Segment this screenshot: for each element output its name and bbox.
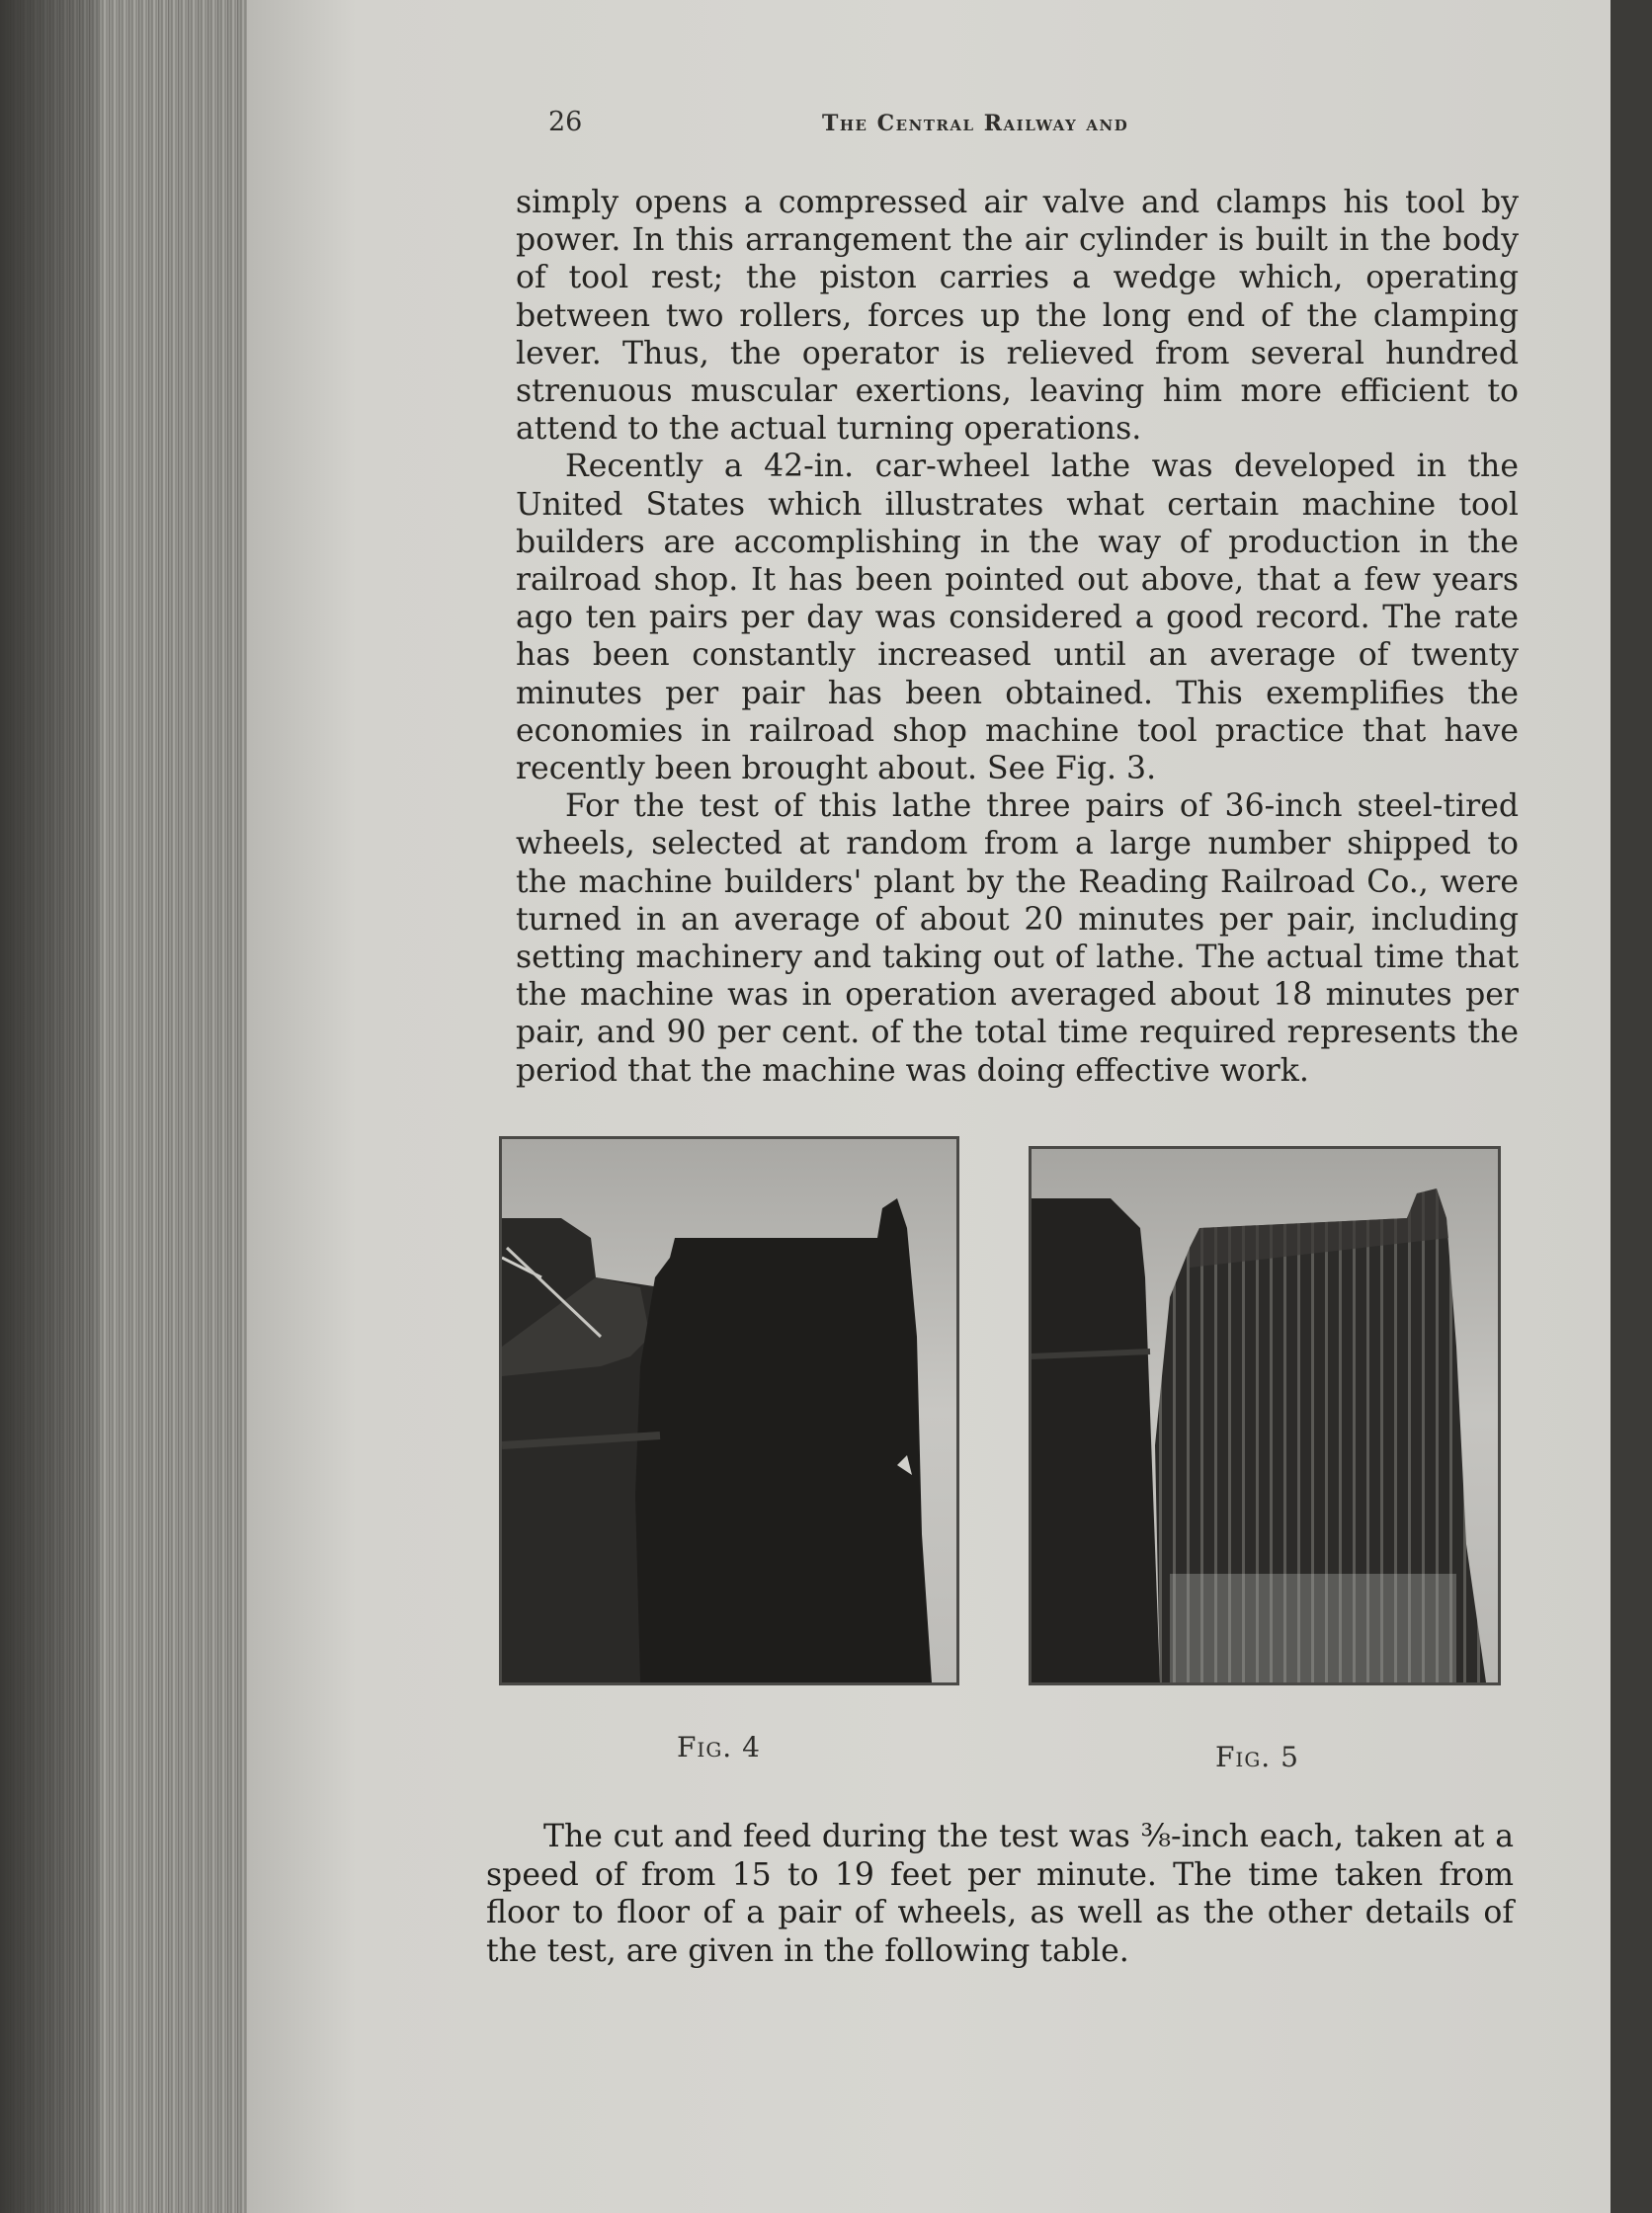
paragraph-4: The cut and feed during the test was ⅜-inch each, taken at a speed of from 15 to 19 feet per minute. The time taken from floor to floor of a pair of wheels, as well as the other details of the test, are given in the following table. xyxy=(486,1819,1514,1969)
figure-4-caption: Fig. 4 xyxy=(677,1731,761,1763)
wheel-lathe-photo-icon xyxy=(502,1139,956,1682)
body-text xyxy=(516,184,1519,1090)
figure-5-caption: Fig. 5 xyxy=(1215,1741,1299,1773)
figure-4-photo xyxy=(499,1136,959,1685)
turned-wheel-photo-icon xyxy=(1032,1149,1498,1682)
paragraph-2: Recently a 42-in. car-wheel lathe was developed in the United States which illustrates what certain machine tool builders are accomplishing in the way of production in the railroad shop. It has been pointed out above, that a few years ago ten pairs per day was considered a good record. The rate has been constantly increased until an average of twenty minutes per pair has been obtained. This exemplifies the economies in railroad shop machine tool practice that have recently been brought about. See Fig. 3. xyxy=(516,449,1519,787)
figure-4 xyxy=(499,1136,959,1685)
paragraph-3: For the test of this lathe three pairs of 36-inch steel-tired wheels, selected at random from a large number shipped to the machine builders' plant by the Reading Railroad Co., were turned in an average of about 20 minutes per pair, including setting machinery and taking out of lathe. The actual time that the machine was in operation averaged about 18 minutes per pair, and 90 per cent. of the total time required represents the period that the machine was doing effective work. xyxy=(516,788,1519,1089)
book-edge-shadow xyxy=(0,0,99,2213)
closing-text xyxy=(486,1818,1514,1970)
paragraph-1: simply opens a compressed air valve and clamps his tool by power. In this arrangement the air cylinder is built in the body of tool rest; the piston carries a wedge which, operating between two rollers, forces up the long end of the clamping lever. Thus, the operator is relieved from several hundred strenuous muscular exertions, leaving him more efficient to attend to the actual turning operations. xyxy=(516,185,1519,448)
figures-row xyxy=(499,1136,1507,1749)
page-number: 26 xyxy=(548,107,583,137)
page-header xyxy=(548,107,1517,146)
page-right-margin xyxy=(1611,0,1652,2213)
running-head: The Central Railway and xyxy=(822,111,1129,136)
figure-5-photo xyxy=(1029,1146,1501,1685)
figure-5 xyxy=(1029,1146,1501,1685)
